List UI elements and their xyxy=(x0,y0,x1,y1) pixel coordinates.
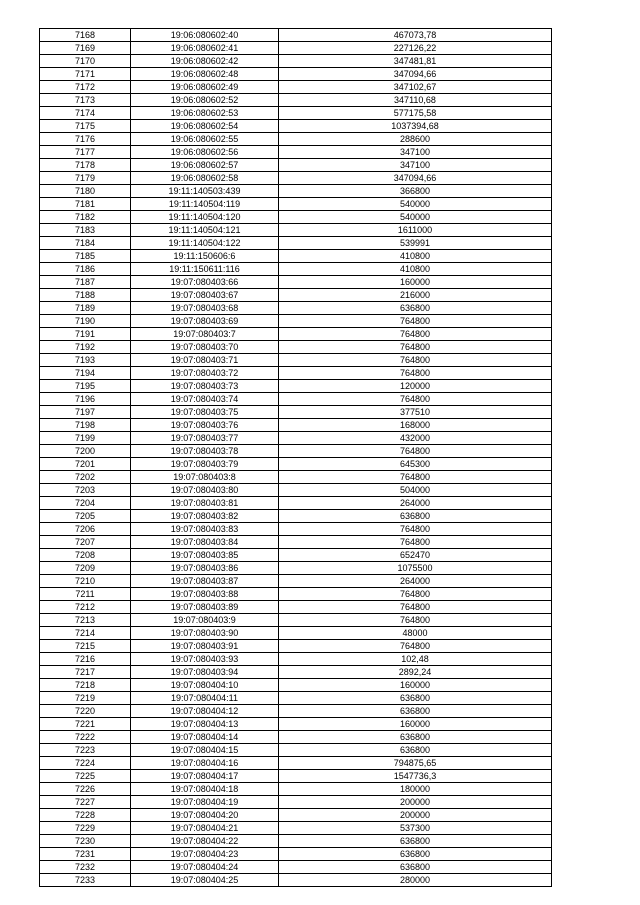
row-number-cell: 7217 xyxy=(40,666,131,679)
table-row xyxy=(40,484,552,497)
cadastral-number-cell: 19:07:080403:87 xyxy=(131,575,279,588)
row-number-cell: 7231 xyxy=(40,848,131,861)
row-number-cell: 7228 xyxy=(40,809,131,822)
table-row xyxy=(40,744,552,757)
cadastral-number-cell: 19:07:080403:80 xyxy=(131,484,279,497)
row-number-cell: 7183 xyxy=(40,224,131,237)
table-row xyxy=(40,341,552,354)
table-row xyxy=(40,120,552,133)
value-cell: 347100 xyxy=(279,159,552,172)
value-cell: 764800 xyxy=(279,614,552,627)
value-cell: 288600 xyxy=(279,133,552,146)
row-number-cell: 7179 xyxy=(40,172,131,185)
table-row xyxy=(40,263,552,276)
cadastral-number-cell: 19:07:080403:8 xyxy=(131,471,279,484)
cadastral-number-cell: 19:06:080602:42 xyxy=(131,55,279,68)
value-cell: 636800 xyxy=(279,744,552,757)
table-row xyxy=(40,328,552,341)
row-number-cell: 7219 xyxy=(40,692,131,705)
value-cell: 636800 xyxy=(279,731,552,744)
row-number-cell: 7226 xyxy=(40,783,131,796)
cadastral-number-cell: 19:06:080602:55 xyxy=(131,133,279,146)
cadastral-number-cell: 19:07:080403:75 xyxy=(131,406,279,419)
cadastral-number-cell: 19:07:080404:18 xyxy=(131,783,279,796)
value-cell: 160000 xyxy=(279,276,552,289)
table-row xyxy=(40,575,552,588)
table-row xyxy=(40,588,552,601)
value-cell: 120000 xyxy=(279,380,552,393)
cadastral-number-cell: 19:06:080602:52 xyxy=(131,94,279,107)
table-row xyxy=(40,614,552,627)
value-cell: 347094,66 xyxy=(279,68,552,81)
table-row xyxy=(40,510,552,523)
value-cell: 540000 xyxy=(279,211,552,224)
table-row xyxy=(40,302,552,315)
row-number-cell: 7232 xyxy=(40,861,131,874)
cadastral-number-cell: 19:07:080403:73 xyxy=(131,380,279,393)
value-cell: 160000 xyxy=(279,679,552,692)
value-cell: 764800 xyxy=(279,341,552,354)
row-number-cell: 7222 xyxy=(40,731,131,744)
table-row xyxy=(40,679,552,692)
cadastral-number-cell: 19:07:080403:9 xyxy=(131,614,279,627)
row-number-cell: 7176 xyxy=(40,133,131,146)
cadastral-number-cell: 19:11:140504:121 xyxy=(131,224,279,237)
cadastral-number-cell: 19:07:080403:84 xyxy=(131,536,279,549)
cadastral-number-cell: 19:07:080404:12 xyxy=(131,705,279,718)
row-number-cell: 7194 xyxy=(40,367,131,380)
table-row xyxy=(40,185,552,198)
table-row xyxy=(40,835,552,848)
cadastral-number-cell: 19:07:080404:17 xyxy=(131,770,279,783)
value-cell: 102,48 xyxy=(279,653,552,666)
row-number-cell: 7210 xyxy=(40,575,131,588)
cadastral-number-cell: 19:07:080403:90 xyxy=(131,627,279,640)
value-cell: 410800 xyxy=(279,263,552,276)
value-cell: 764800 xyxy=(279,536,552,549)
table-row xyxy=(40,250,552,263)
cadastral-number-cell: 19:07:080403:70 xyxy=(131,341,279,354)
table-row xyxy=(40,289,552,302)
value-cell: 539991 xyxy=(279,237,552,250)
row-number-cell: 7213 xyxy=(40,614,131,627)
row-number-cell: 7187 xyxy=(40,276,131,289)
row-number-cell: 7193 xyxy=(40,354,131,367)
cadastral-number-cell: 19:07:080404:25 xyxy=(131,874,279,887)
table-row xyxy=(40,107,552,120)
table-row xyxy=(40,406,552,419)
row-number-cell: 7169 xyxy=(40,42,131,55)
cadastral-number-cell: 19:07:080404:16 xyxy=(131,757,279,770)
cadastral-number-cell: 19:07:080404:22 xyxy=(131,835,279,848)
cadastral-number-cell: 19:11:140504:119 xyxy=(131,198,279,211)
value-cell: 636800 xyxy=(279,692,552,705)
cadastral-number-cell: 19:07:080403:74 xyxy=(131,393,279,406)
table-body xyxy=(40,29,552,887)
table-row xyxy=(40,822,552,835)
value-cell: 432000 xyxy=(279,432,552,445)
cadastral-number-cell: 19:07:080403:89 xyxy=(131,601,279,614)
cadastral-number-cell: 19:07:080404:21 xyxy=(131,822,279,835)
value-cell: 764800 xyxy=(279,315,552,328)
row-number-cell: 7208 xyxy=(40,549,131,562)
value-cell: 636800 xyxy=(279,705,552,718)
value-cell: 636800 xyxy=(279,848,552,861)
cadastral-number-cell: 19:07:080403:68 xyxy=(131,302,279,315)
table-row xyxy=(40,237,552,250)
row-number-cell: 7186 xyxy=(40,263,131,276)
cadastral-number-cell: 19:07:080403:67 xyxy=(131,289,279,302)
value-cell: 764800 xyxy=(279,445,552,458)
cadastral-number-cell: 19:07:080404:20 xyxy=(131,809,279,822)
cadastral-number-cell: 19:07:080403:66 xyxy=(131,276,279,289)
cadastral-number-cell: 19:06:080602:53 xyxy=(131,107,279,120)
row-number-cell: 7178 xyxy=(40,159,131,172)
value-cell: 366800 xyxy=(279,185,552,198)
row-number-cell: 7225 xyxy=(40,770,131,783)
row-number-cell: 7189 xyxy=(40,302,131,315)
cadastral-number-cell: 19:11:150606:6 xyxy=(131,250,279,263)
row-number-cell: 7168 xyxy=(40,29,131,42)
table-row xyxy=(40,653,552,666)
row-number-cell: 7200 xyxy=(40,445,131,458)
table-row xyxy=(40,68,552,81)
value-cell: 764800 xyxy=(279,601,552,614)
table-row xyxy=(40,380,552,393)
value-cell: 636800 xyxy=(279,510,552,523)
table-row xyxy=(40,601,552,614)
table-row xyxy=(40,42,552,55)
row-number-cell: 7188 xyxy=(40,289,131,302)
cadastral-number-cell: 19:07:080403:79 xyxy=(131,458,279,471)
value-cell: 1611000 xyxy=(279,224,552,237)
value-cell: 160000 xyxy=(279,718,552,731)
cadastral-number-cell: 19:06:080602:41 xyxy=(131,42,279,55)
table-row xyxy=(40,705,552,718)
cadastral-number-cell: 19:07:080403:85 xyxy=(131,549,279,562)
value-cell: 347102,67 xyxy=(279,81,552,94)
value-cell: 347481,81 xyxy=(279,55,552,68)
value-cell: 537300 xyxy=(279,822,552,835)
cadastral-number-cell: 19:07:080404:24 xyxy=(131,861,279,874)
cadastral-number-cell: 19:07:080404:23 xyxy=(131,848,279,861)
table-row xyxy=(40,692,552,705)
table-row xyxy=(40,367,552,380)
cadastral-number-cell: 19:11:150611:116 xyxy=(131,263,279,276)
cadastral-number-cell: 19:07:080403:93 xyxy=(131,653,279,666)
row-number-cell: 7182 xyxy=(40,211,131,224)
value-cell: 264000 xyxy=(279,575,552,588)
row-number-cell: 7203 xyxy=(40,484,131,497)
value-cell: 636800 xyxy=(279,302,552,315)
value-cell: 794875,65 xyxy=(279,757,552,770)
table-row xyxy=(40,497,552,510)
value-cell: 540000 xyxy=(279,198,552,211)
cadastral-number-cell: 19:07:080403:94 xyxy=(131,666,279,679)
row-number-cell: 7170 xyxy=(40,55,131,68)
value-cell: 347094,66 xyxy=(279,172,552,185)
value-cell: 216000 xyxy=(279,289,552,302)
table-row xyxy=(40,718,552,731)
value-cell: 1037394,68 xyxy=(279,120,552,133)
value-cell: 636800 xyxy=(279,861,552,874)
table-row xyxy=(40,861,552,874)
table-row xyxy=(40,55,552,68)
row-number-cell: 7212 xyxy=(40,601,131,614)
row-number-cell: 7190 xyxy=(40,315,131,328)
value-cell: 180000 xyxy=(279,783,552,796)
table-row xyxy=(40,757,552,770)
row-number-cell: 7209 xyxy=(40,562,131,575)
value-cell: 467073,78 xyxy=(279,29,552,42)
cadastral-number-cell: 19:07:080403:72 xyxy=(131,367,279,380)
row-number-cell: 7185 xyxy=(40,250,131,263)
value-cell: 168000 xyxy=(279,419,552,432)
cadastral-number-cell: 19:07:080404:10 xyxy=(131,679,279,692)
value-cell: 2892,24 xyxy=(279,666,552,679)
value-cell: 264000 xyxy=(279,497,552,510)
table-row xyxy=(40,874,552,887)
value-cell: 347100 xyxy=(279,146,552,159)
cadastral-number-cell: 19:11:140503:439 xyxy=(131,185,279,198)
row-number-cell: 7201 xyxy=(40,458,131,471)
cadastral-number-cell: 19:07:080403:91 xyxy=(131,640,279,653)
table-row xyxy=(40,523,552,536)
cadastral-number-cell: 19:06:080602:48 xyxy=(131,68,279,81)
value-cell: 764800 xyxy=(279,523,552,536)
cadastral-number-cell: 19:06:080602:58 xyxy=(131,172,279,185)
value-cell: 504000 xyxy=(279,484,552,497)
row-number-cell: 7205 xyxy=(40,510,131,523)
cadastral-number-cell: 19:07:080403:76 xyxy=(131,419,279,432)
row-number-cell: 7223 xyxy=(40,744,131,757)
table-row xyxy=(40,172,552,185)
row-number-cell: 7230 xyxy=(40,835,131,848)
value-cell: 764800 xyxy=(279,471,552,484)
cadastral-number-cell: 19:06:080602:49 xyxy=(131,81,279,94)
row-number-cell: 7197 xyxy=(40,406,131,419)
cadastral-number-cell: 19:07:080403:69 xyxy=(131,315,279,328)
cadastral-number-cell: 19:06:080602:40 xyxy=(131,29,279,42)
row-number-cell: 7233 xyxy=(40,874,131,887)
table-row xyxy=(40,848,552,861)
row-number-cell: 7229 xyxy=(40,822,131,835)
table-row xyxy=(40,393,552,406)
value-cell: 764800 xyxy=(279,640,552,653)
cadastral-number-cell: 19:07:080404:19 xyxy=(131,796,279,809)
row-number-cell: 7191 xyxy=(40,328,131,341)
cadastral-number-cell: 19:07:080403:82 xyxy=(131,510,279,523)
value-cell: 410800 xyxy=(279,250,552,263)
value-cell: 764800 xyxy=(279,393,552,406)
value-cell: 764800 xyxy=(279,588,552,601)
row-number-cell: 7227 xyxy=(40,796,131,809)
value-cell: 645300 xyxy=(279,458,552,471)
cadastral-number-cell: 19:11:140504:120 xyxy=(131,211,279,224)
value-cell: 377510 xyxy=(279,406,552,419)
table-row xyxy=(40,198,552,211)
cadastral-number-cell: 19:07:080404:15 xyxy=(131,744,279,757)
row-number-cell: 7214 xyxy=(40,627,131,640)
table-row xyxy=(40,432,552,445)
table-row xyxy=(40,159,552,172)
table-row xyxy=(40,627,552,640)
value-cell: 200000 xyxy=(279,809,552,822)
row-number-cell: 7198 xyxy=(40,419,131,432)
value-cell: 636800 xyxy=(279,835,552,848)
table-row xyxy=(40,315,552,328)
row-number-cell: 7180 xyxy=(40,185,131,198)
value-cell: 1547736,3 xyxy=(279,770,552,783)
row-number-cell: 7192 xyxy=(40,341,131,354)
row-number-cell: 7196 xyxy=(40,393,131,406)
row-number-cell: 7195 xyxy=(40,380,131,393)
row-number-cell: 7207 xyxy=(40,536,131,549)
value-cell: 347110,68 xyxy=(279,94,552,107)
cadastral-number-cell: 19:06:080602:56 xyxy=(131,146,279,159)
value-cell: 652470 xyxy=(279,549,552,562)
table-row xyxy=(40,666,552,679)
cadastral-number-cell: 19:07:080403:7 xyxy=(131,328,279,341)
cadastral-number-cell: 19:06:080602:57 xyxy=(131,159,279,172)
table-row xyxy=(40,146,552,159)
cadastral-number-cell: 19:07:080403:71 xyxy=(131,354,279,367)
table-row xyxy=(40,783,552,796)
row-number-cell: 7173 xyxy=(40,94,131,107)
row-number-cell: 7172 xyxy=(40,81,131,94)
table-row xyxy=(40,29,552,42)
value-cell: 764800 xyxy=(279,354,552,367)
row-number-cell: 7171 xyxy=(40,68,131,81)
row-number-cell: 7204 xyxy=(40,497,131,510)
cadastral-number-cell: 19:07:080403:88 xyxy=(131,588,279,601)
value-cell: 764800 xyxy=(279,328,552,341)
row-number-cell: 7216 xyxy=(40,653,131,666)
cadastral-number-cell: 19:07:080403:83 xyxy=(131,523,279,536)
table-row xyxy=(40,354,552,367)
row-number-cell: 7206 xyxy=(40,523,131,536)
row-number-cell: 7175 xyxy=(40,120,131,133)
table-row xyxy=(40,731,552,744)
data-table xyxy=(39,28,552,887)
cadastral-number-cell: 19:06:080602:54 xyxy=(131,120,279,133)
row-number-cell: 7202 xyxy=(40,471,131,484)
table-row xyxy=(40,211,552,224)
cadastral-number-cell: 19:07:080404:11 xyxy=(131,692,279,705)
row-number-cell: 7174 xyxy=(40,107,131,120)
value-cell: 1075500 xyxy=(279,562,552,575)
value-cell: 764800 xyxy=(279,367,552,380)
table-row xyxy=(40,224,552,237)
row-number-cell: 7181 xyxy=(40,198,131,211)
table-row xyxy=(40,133,552,146)
row-number-cell: 7221 xyxy=(40,718,131,731)
table-row xyxy=(40,94,552,107)
table-row xyxy=(40,796,552,809)
value-cell: 577175,58 xyxy=(279,107,552,120)
table-row xyxy=(40,549,552,562)
row-number-cell: 7199 xyxy=(40,432,131,445)
table-row xyxy=(40,445,552,458)
cadastral-number-cell: 19:11:140504:122 xyxy=(131,237,279,250)
table-row xyxy=(40,640,552,653)
value-cell: 200000 xyxy=(279,796,552,809)
cadastral-number-cell: 19:07:080403:86 xyxy=(131,562,279,575)
value-cell: 280000 xyxy=(279,874,552,887)
table-row xyxy=(40,458,552,471)
table-row xyxy=(40,562,552,575)
row-number-cell: 7224 xyxy=(40,757,131,770)
cadastral-number-cell: 19:07:080403:81 xyxy=(131,497,279,510)
row-number-cell: 7220 xyxy=(40,705,131,718)
table-row xyxy=(40,770,552,783)
table-row xyxy=(40,809,552,822)
table-row xyxy=(40,471,552,484)
table-row xyxy=(40,276,552,289)
cadastral-number-cell: 19:07:080404:14 xyxy=(131,731,279,744)
value-cell: 48000 xyxy=(279,627,552,640)
table-row xyxy=(40,81,552,94)
cadastral-number-cell: 19:07:080403:77 xyxy=(131,432,279,445)
cadastral-number-cell: 19:07:080403:78 xyxy=(131,445,279,458)
value-cell: 227126,22 xyxy=(279,42,552,55)
row-number-cell: 7218 xyxy=(40,679,131,692)
table-row xyxy=(40,536,552,549)
table-row xyxy=(40,419,552,432)
row-number-cell: 7184 xyxy=(40,237,131,250)
row-number-cell: 7177 xyxy=(40,146,131,159)
row-number-cell: 7215 xyxy=(40,640,131,653)
cadastral-number-cell: 19:07:080404:13 xyxy=(131,718,279,731)
row-number-cell: 7211 xyxy=(40,588,131,601)
